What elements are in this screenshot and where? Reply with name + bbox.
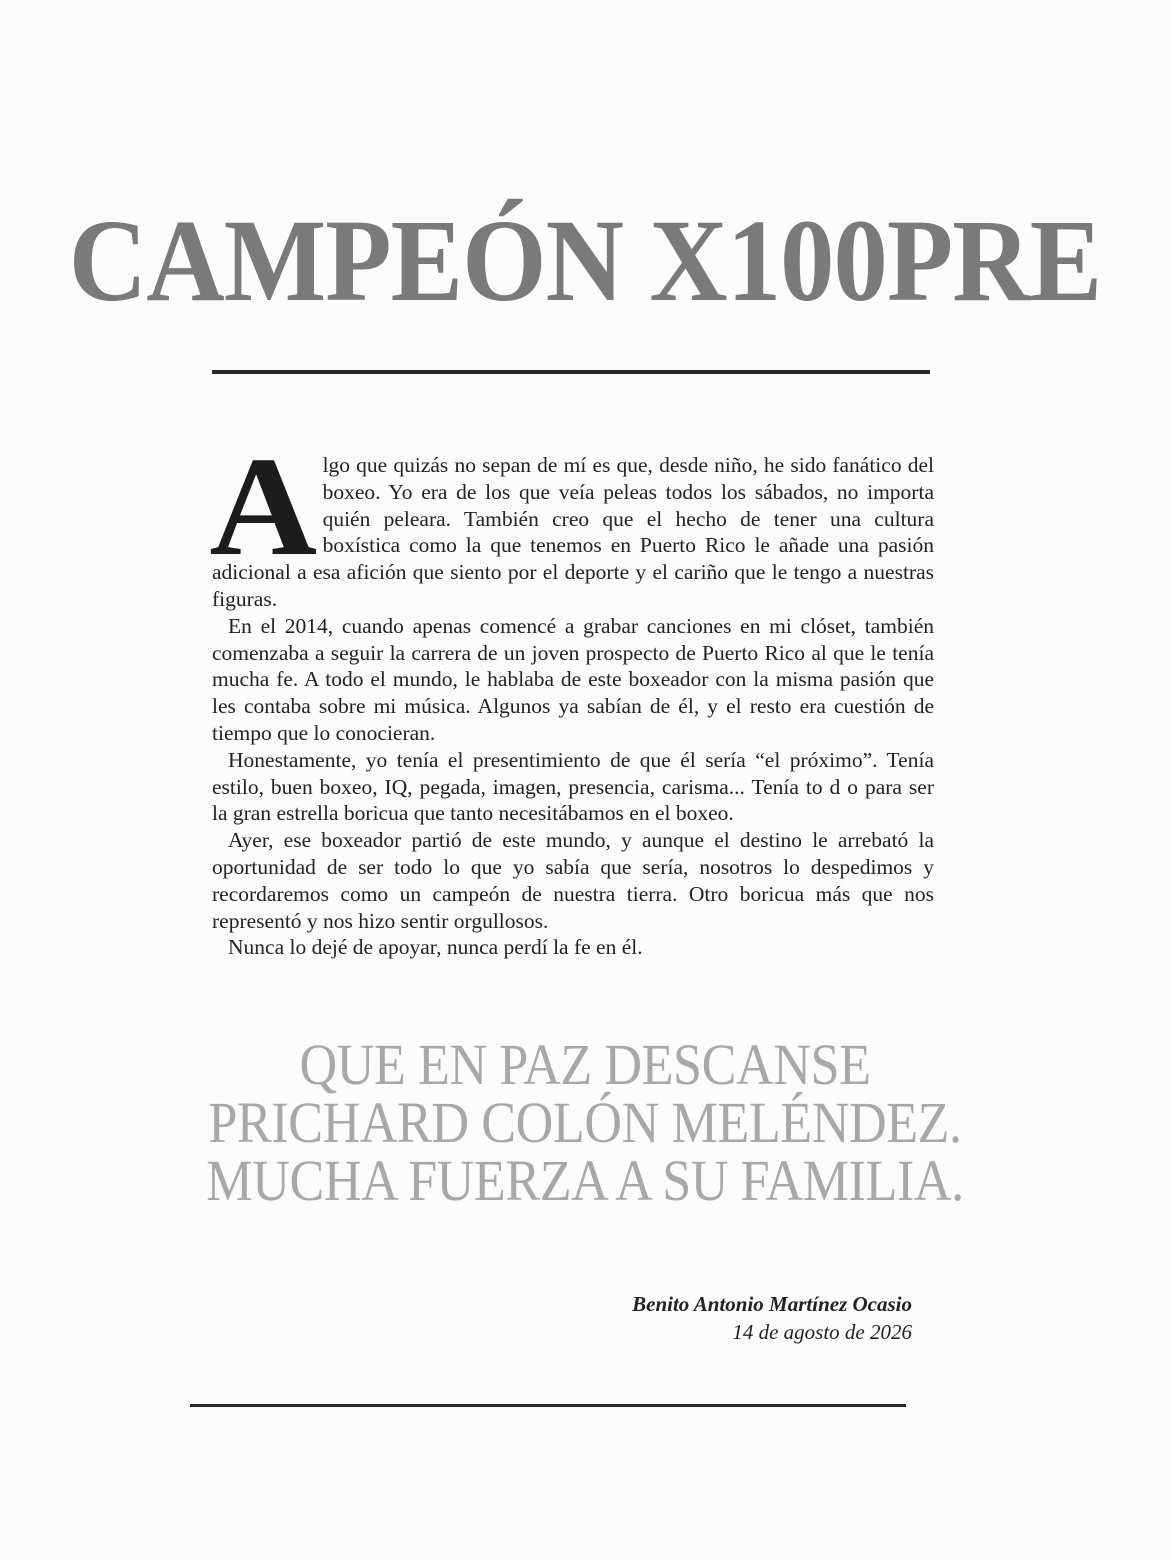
tribute-line-2: PRICHARD COLÓN MELÉNDEZ. [208, 1090, 962, 1155]
top-divider [212, 370, 930, 374]
signature-date: 14 de agosto de 2026 [732, 1320, 912, 1344]
tribute-message [0, 1032, 1170, 1213]
author-name: Benito Antonio Martínez Ocasio [632, 1292, 912, 1316]
headline-title: CAMPEÓN X100PRE [68, 195, 1102, 326]
article-paragraph-2: En el 2014, cuando apenas comencé a grabar canciones en mi clóset, también comenzaba a seguir la carrera de un joven prospecto de Puerto Rico al que le tenía mucha fe. A todo el mundo, le hablaba de este boxeador con la misma pasión que les contaba sobre mi música. Algunos ya sabían de él, y el resto era cuestión de tiempo que lo conocieran. [212, 613, 934, 745]
article-body [209, 427, 934, 961]
signature-block [632, 1290, 912, 1346]
tribute-line-1: QUE EN PAZ DESCANSE [299, 1032, 871, 1097]
article-paragraph-1 [209, 427, 934, 613]
tribute-line-3: MUCHA FUERZA A SU FAMILIA. [206, 1148, 964, 1213]
article-paragraph-3: Honestamente, yo tenía el presentimiento de que él sería “el próximo”. Tenía estilo, buen boxeo, IQ, pegada, imagen, presencia, carisma... Tenía to d o para ser la gran estrella boricua que tanto necesitábamos en el boxeo. [212, 747, 934, 826]
article-paragraph-4: Ayer, ese boxeador partió de este mundo, y aunque el destino le arrebató la oportunidad de ser todo lo que yo sabía que sería, nosotros lo despedimos y recordaremos como un campeón de nuestra tierra. Otro boricua más que nos representó y nos hizo sentir orgullosos. [212, 828, 934, 933]
drop-cap: A [209, 427, 318, 585]
article-paragraph-5: Nunca lo dejé de apoyar, nunca perdí la fe en él. [228, 935, 643, 960]
paragraph-text: lgo que quizás no sepan de mí es que, desde niño, he sido fanático del boxeo. Yo era de los que veía peleas todos los sábados, no importa quién peleara. También creo que el hecho de tener una cultura boxística como la que tenemos en Puerto Rico le añade una pasión adicional a esa afición que siento por el deporte y el cariño que le tengo a nuestras figuras. [212, 453, 934, 611]
bottom-divider [190, 1404, 906, 1407]
